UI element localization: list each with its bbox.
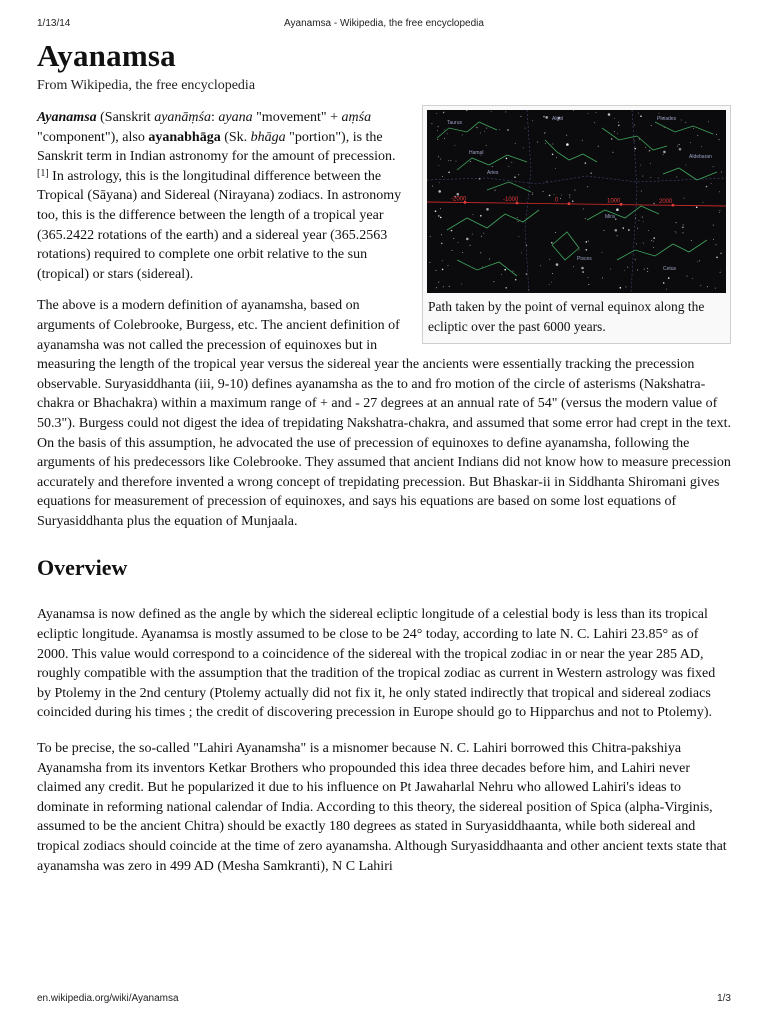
star xyxy=(640,165,641,166)
star xyxy=(452,250,453,251)
star xyxy=(556,263,559,266)
constellation-label: Cetus xyxy=(663,266,677,272)
star xyxy=(586,249,588,251)
star xyxy=(438,126,439,127)
star xyxy=(551,242,553,244)
star xyxy=(719,210,720,211)
star xyxy=(511,162,512,163)
star xyxy=(650,177,651,178)
star xyxy=(663,154,664,155)
star xyxy=(532,194,533,195)
star xyxy=(579,250,580,251)
star xyxy=(637,228,638,229)
constellation-label: Hamal xyxy=(469,150,484,156)
star xyxy=(435,210,437,212)
star xyxy=(588,113,589,114)
star xyxy=(715,288,716,289)
star xyxy=(441,234,442,235)
overview-paragraph-2: To be precise, the so-called "Lahiri Ayanamsha" is a misnomer because N. C. Lahiri borrowed this Chitra-pakshiya Ayanamsha from its inventors Ketkar Brothers who propounded this idea three decades before him, and Lahiri never claimed any credit. But he popularized it due to his influence on Pt Jawaharlal Nehru who allowed Lahiri's ideas to dominate in reforming national calendar of India. According to this theory, the sidereal position of Spica (alpha-Virginis, assumed to be the ancient Chitra) should be exactly 180 degrees as stated in Suryasiddhaanta, while both sidereal and tropical zodiacs should coincide at the time of zero ayanamsha. Although Suryasiddhaanta and other ancient texts state that ayanamsha was zero in 499 AD (Mesha Samkranti), N C Lahiri xyxy=(37,741,727,874)
term-ayanamsa: Ayanamsa xyxy=(37,110,97,125)
star xyxy=(472,214,473,215)
star xyxy=(676,176,677,177)
constellation-label: Algol xyxy=(552,116,564,122)
star xyxy=(683,232,684,233)
star xyxy=(480,132,481,133)
star xyxy=(610,269,611,270)
star xyxy=(611,138,613,140)
star xyxy=(588,277,589,278)
star xyxy=(518,221,519,222)
star xyxy=(447,133,448,134)
star xyxy=(566,135,567,136)
star xyxy=(442,269,444,271)
star xyxy=(702,202,703,203)
star xyxy=(429,262,430,263)
star xyxy=(493,281,494,282)
star xyxy=(443,112,445,114)
star xyxy=(639,220,640,221)
star xyxy=(707,286,708,287)
star xyxy=(523,147,524,148)
star xyxy=(653,247,654,248)
star xyxy=(653,241,654,242)
star xyxy=(721,172,722,173)
star xyxy=(643,221,644,222)
star xyxy=(532,192,533,193)
star xyxy=(581,267,584,270)
star xyxy=(720,253,722,255)
star xyxy=(518,174,519,175)
print-page-title: Ayanamsa - Wikipedia, the free encyclopedia xyxy=(284,18,484,29)
star xyxy=(444,138,445,139)
star xyxy=(448,172,450,174)
star xyxy=(643,243,644,244)
star xyxy=(713,239,714,240)
star xyxy=(560,198,561,199)
star xyxy=(586,241,588,243)
star xyxy=(499,129,500,130)
star xyxy=(486,208,489,211)
star xyxy=(526,273,528,275)
star xyxy=(647,271,648,272)
star xyxy=(555,232,556,233)
star xyxy=(439,182,440,183)
year-marker-dot xyxy=(568,202,571,205)
star xyxy=(699,260,700,261)
page-number: 1/3 xyxy=(717,993,731,1004)
star xyxy=(540,265,541,266)
star xyxy=(634,125,635,126)
star xyxy=(457,193,460,196)
article-content xyxy=(37,38,731,892)
star xyxy=(685,122,686,123)
star xyxy=(532,120,533,121)
star xyxy=(687,276,688,277)
star xyxy=(438,165,439,166)
star xyxy=(521,252,522,253)
star xyxy=(719,191,720,192)
star xyxy=(545,132,546,133)
star xyxy=(462,134,463,135)
star xyxy=(638,113,639,114)
star xyxy=(438,282,439,283)
star xyxy=(555,168,556,169)
star xyxy=(588,241,589,242)
star xyxy=(453,238,454,239)
star xyxy=(604,230,605,231)
star xyxy=(617,133,618,134)
star xyxy=(444,129,445,130)
star xyxy=(612,152,613,153)
star xyxy=(569,195,570,196)
star xyxy=(636,244,637,245)
star xyxy=(588,284,589,285)
star xyxy=(585,162,587,164)
star xyxy=(708,121,709,122)
star xyxy=(526,244,527,245)
star xyxy=(648,230,649,231)
constellation-label: Pisces xyxy=(577,256,592,262)
star xyxy=(486,145,487,146)
star xyxy=(549,195,551,197)
star xyxy=(549,284,550,285)
star xyxy=(515,279,517,281)
constellation-label: Aldebaran xyxy=(689,154,712,160)
star xyxy=(683,224,684,225)
star xyxy=(486,128,487,129)
star xyxy=(505,111,506,112)
overview-paragraph-1: Ayanamsa is now defined as the angle by which the sidereal ecliptic longitude of a celestial body is less than its tropical ecliptic longitude. Ayanamsa is mostly assumed to be close to be 24° today, according to late N. C. Lahiri 23.85° as of 2000. This value would correspond to a coincidence of the sidereal with the tropical zodiac in or near the year 285 AD, roughly compatible with the assumption that the tradition of the tropical zodiac as current in Western astrology was fixed by Ptolemy in the 2nd century (Ptolemy actually did not fix it, he only stated indirectly that tropical and sidereal zodiacs coincided during his times ; the credit of discovering precession in Europe should go to Hipparchus and not to Ptolemy). xyxy=(37,607,716,721)
star xyxy=(489,259,490,260)
star xyxy=(701,146,702,147)
star xyxy=(436,113,437,114)
star xyxy=(561,195,562,196)
year-marker-label: 2000 xyxy=(659,199,673,206)
star xyxy=(719,212,720,213)
star xyxy=(549,259,550,260)
star xyxy=(647,268,648,269)
star xyxy=(537,142,538,143)
star xyxy=(501,274,502,275)
star xyxy=(544,133,545,134)
star xyxy=(518,236,519,237)
star xyxy=(627,267,628,268)
star xyxy=(677,146,678,147)
star xyxy=(495,190,496,191)
star xyxy=(696,207,698,209)
star xyxy=(480,252,481,253)
star xyxy=(614,131,615,132)
print-url: en.wikipedia.org/wiki/Ayanamsa xyxy=(37,993,179,1004)
star xyxy=(482,267,483,268)
star xyxy=(585,218,586,219)
star xyxy=(543,191,544,192)
star xyxy=(608,113,611,116)
star xyxy=(679,144,680,145)
star xyxy=(634,140,635,141)
star xyxy=(676,222,677,223)
star xyxy=(491,111,492,112)
star xyxy=(635,148,637,150)
star xyxy=(716,244,717,245)
constellation-label: Taurus xyxy=(447,120,463,126)
star xyxy=(494,190,495,191)
page-title: Ayanamsa xyxy=(37,38,176,73)
star xyxy=(590,172,592,174)
star xyxy=(675,232,676,233)
constellation-label: Aries xyxy=(487,170,499,176)
star xyxy=(440,159,441,160)
star xyxy=(566,143,569,146)
star xyxy=(679,148,682,151)
star xyxy=(615,218,617,220)
star xyxy=(616,208,619,211)
star xyxy=(430,236,431,237)
star xyxy=(551,282,552,283)
star xyxy=(645,147,646,148)
star xyxy=(637,270,638,271)
star xyxy=(614,118,615,119)
star xyxy=(659,113,660,114)
star xyxy=(649,150,651,152)
star xyxy=(681,120,682,121)
star xyxy=(644,269,645,270)
star xyxy=(693,128,694,129)
star xyxy=(480,215,482,217)
star xyxy=(622,227,624,229)
reference-link[interactable]: [1] xyxy=(37,167,49,179)
star xyxy=(470,245,471,246)
constellation-label: Mira xyxy=(605,214,615,220)
tagline: From Wikipedia, the free encyclopedia xyxy=(37,78,256,93)
star xyxy=(620,287,622,289)
star xyxy=(481,236,482,237)
star xyxy=(448,265,449,266)
star xyxy=(700,285,701,286)
star xyxy=(651,240,652,241)
star xyxy=(513,271,514,272)
star xyxy=(443,286,444,287)
star-map-image[interactable] xyxy=(427,110,726,293)
star xyxy=(583,208,584,209)
intro-paragraph: Ayanamsa (Sanskrit ayanāṃśa: ayana "movement" + aṃśa "component"), also ayanabhāga (Sk. bhāga "portion"), is the Sanskrit term in Indian astronomy for the amount of precession.[1] In astrology, this is the longitudinal difference between the Tropical (Sāyana) and Sidereal (Nirayana) zodiacs. In astronomy too, this is the difference between the length of a tropical year (365.2422 rotations of the earth) and a sidereal year (365.2563 rotations) required to complete one orbit relative to the sun (tropical) or stars (sidereal). xyxy=(37,110,402,282)
star xyxy=(618,122,619,123)
star xyxy=(685,164,686,165)
star xyxy=(450,160,451,161)
star xyxy=(525,128,526,129)
star xyxy=(650,163,651,164)
star xyxy=(456,161,457,162)
star xyxy=(569,197,570,198)
star xyxy=(470,161,471,162)
star xyxy=(692,278,693,279)
star xyxy=(472,234,473,235)
star xyxy=(663,151,666,154)
precession-figure xyxy=(422,105,731,344)
star xyxy=(515,143,516,144)
star xyxy=(625,286,626,287)
star xyxy=(461,284,462,285)
star xyxy=(552,154,554,156)
star xyxy=(526,245,527,246)
star xyxy=(484,131,485,132)
star xyxy=(602,277,603,278)
star xyxy=(432,186,433,187)
star xyxy=(602,252,603,253)
star xyxy=(582,271,584,273)
star xyxy=(713,166,714,167)
star xyxy=(675,231,676,232)
star xyxy=(466,238,469,241)
star xyxy=(706,186,708,188)
star xyxy=(684,198,685,199)
star xyxy=(437,130,438,131)
star xyxy=(574,190,575,191)
star xyxy=(653,203,655,205)
star xyxy=(628,229,630,231)
star xyxy=(454,145,455,146)
star xyxy=(640,115,642,117)
definition-paragraph: The above is a modern definition of ayanamsha, based on arguments of Colebrooke, Burgess, etc. The ancient definition of ayanamsha was not called the precession of equinoxes but in measuring the length of the tropical year versus the sidereal year the ancients were essentially tracking the precession observable. Suryasiddhanta (iii, 9-10) defines ayanamsha as the to and fro motion of the circle of asterisms (Nakshatra-chakra or Bhachakra) within a maximum range of + and - 27 degrees at an annual rate of 54" (versus the modern value of 50.3"). Burgess could not digest the idea of trepidating Nakshatra-chakra, and assumed that some error had crept in the text. On the basis of this assumption, he advocated the use of precession of equinoxes to define ayanamsha, following the arguments of his predecessors like Colebrooke. They assumed that ancient Indians did not know how to measure precession accurately and therefore invented a wrong concept of trepidating precession. But Bhaskar-ii in Siddhanta Shiromani gives equations for measurement of precession of equinoxes, and says his equations are based on some lost equations of Suryasiddhanta plus the equation of Munjaala. xyxy=(37,298,731,529)
star xyxy=(458,242,459,243)
star xyxy=(508,166,509,167)
star xyxy=(554,194,555,195)
star xyxy=(441,243,443,245)
star xyxy=(716,257,718,259)
constellation-label: Pleiades xyxy=(657,116,677,122)
star xyxy=(556,157,557,158)
star xyxy=(598,146,599,147)
star xyxy=(506,158,508,160)
star xyxy=(440,217,442,219)
star xyxy=(668,277,670,279)
star xyxy=(449,286,450,287)
star xyxy=(651,125,652,126)
star xyxy=(642,176,643,177)
star xyxy=(618,125,620,127)
star xyxy=(658,178,659,179)
star xyxy=(462,252,463,253)
star xyxy=(476,127,478,129)
star xyxy=(448,160,449,161)
star xyxy=(691,240,692,241)
star xyxy=(596,112,597,113)
year-marker-label: 0 xyxy=(555,197,559,204)
star xyxy=(545,116,548,119)
year-marker-label: -1000 xyxy=(503,197,519,204)
print-footer xyxy=(37,993,731,1007)
star xyxy=(552,273,553,274)
star xyxy=(483,233,484,234)
star xyxy=(504,269,506,271)
star xyxy=(617,235,618,236)
star xyxy=(440,208,441,209)
section-heading-overview: Overview xyxy=(37,555,128,581)
star xyxy=(697,135,698,136)
star xyxy=(492,166,493,167)
star xyxy=(642,217,643,218)
star xyxy=(438,190,441,193)
star xyxy=(666,289,667,290)
star xyxy=(582,140,583,141)
star xyxy=(438,156,439,157)
star xyxy=(438,215,440,217)
star xyxy=(543,116,545,118)
star xyxy=(521,116,522,117)
star xyxy=(716,134,717,135)
print-header xyxy=(37,18,731,32)
year-marker-label: 1000 xyxy=(607,198,621,205)
star xyxy=(573,266,574,267)
star xyxy=(552,144,553,145)
star xyxy=(451,230,453,232)
star xyxy=(517,217,518,218)
star xyxy=(641,191,642,192)
star xyxy=(690,142,691,143)
print-date: 1/13/14 xyxy=(37,18,71,29)
star xyxy=(514,176,516,178)
term-ayanabhaga: ayanabhāga xyxy=(148,129,221,145)
star xyxy=(635,259,636,260)
star xyxy=(697,261,698,262)
star xyxy=(545,143,546,144)
star xyxy=(682,227,684,229)
star xyxy=(713,225,714,226)
star xyxy=(436,287,437,288)
star xyxy=(505,287,507,289)
star xyxy=(587,186,588,187)
figure-caption: Path taken by the point of vernal equinox along the ecliptic over the past 6000 years. xyxy=(428,299,705,334)
star xyxy=(507,129,509,131)
star xyxy=(663,282,665,284)
star xyxy=(720,272,721,273)
star xyxy=(594,122,595,123)
star xyxy=(572,200,574,202)
year-marker-label: -2000 xyxy=(451,196,467,203)
star xyxy=(442,176,443,177)
star xyxy=(615,229,618,232)
star xyxy=(442,260,443,261)
star xyxy=(435,270,436,271)
star xyxy=(653,237,655,239)
star xyxy=(711,183,712,184)
star xyxy=(719,139,720,140)
star xyxy=(437,139,438,140)
star xyxy=(573,110,574,111)
star xyxy=(624,270,625,271)
star xyxy=(431,123,432,124)
star xyxy=(546,181,547,182)
